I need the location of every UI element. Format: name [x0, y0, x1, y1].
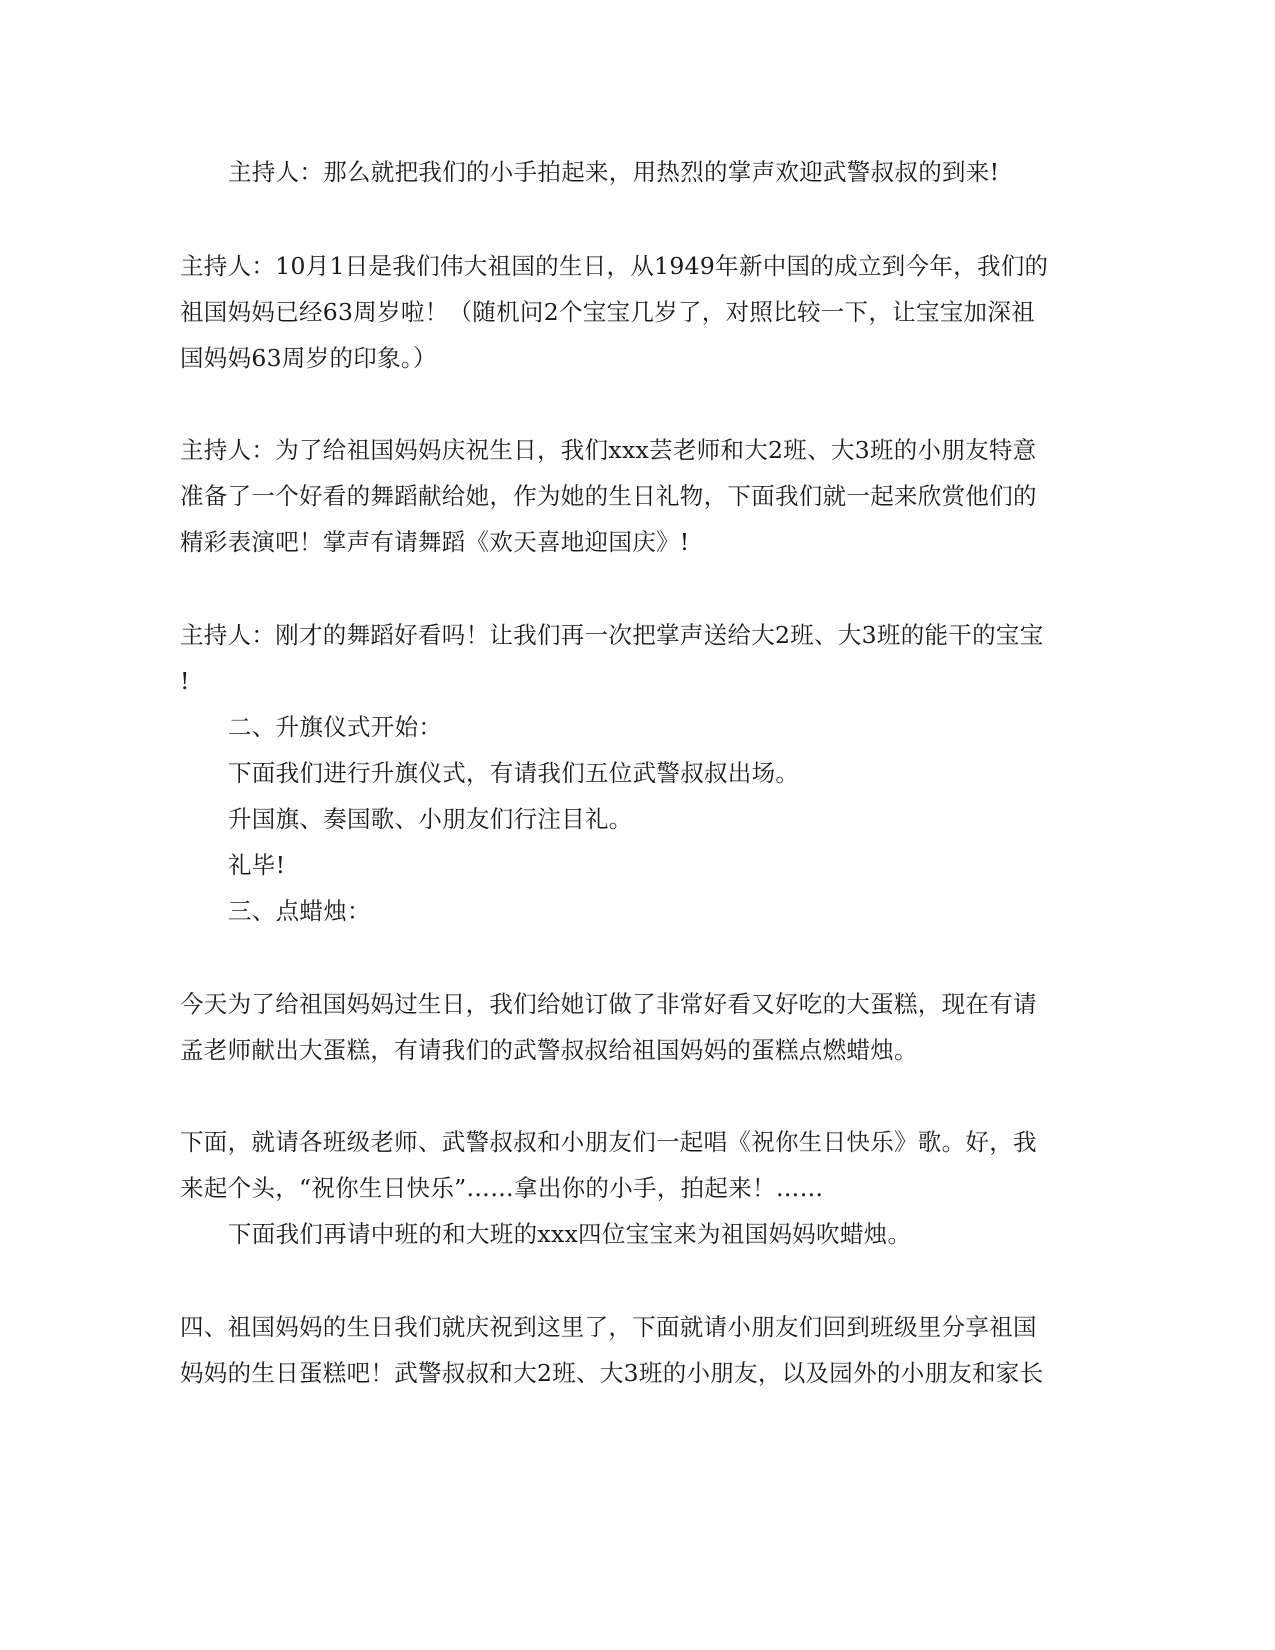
text-line: 妈妈的生日蛋糕吧！武警叔叔和大2班、大3班的小朋友，以及园外的小朋友和家长 [180, 1359, 1044, 1387]
text-line: 祖国妈妈已经63周岁啦！（随机问2个宝宝几岁了，对照比较一下，让宝宝加深祖 [180, 298, 1035, 326]
section-heading: 二、升旗仪式开始： [228, 713, 443, 741]
text-line: 孟老师献出大蛋糕，有请我们的武警叔叔给祖国妈妈的蛋糕点燃蜡烛。 [180, 1036, 918, 1064]
text-line: 礼毕! [228, 851, 286, 879]
text-line: 升国旗、奏国歌、小朋友们行注目礼。 [228, 805, 633, 833]
section-heading: 三、点蜡烛： [228, 897, 371, 925]
text-line: 准备了一个好看的舞蹈献给她，作为她的生日礼物，下面我们就一起来欣赏他们的 [180, 482, 1037, 510]
text-line: 下面，就请各班级老师、武警叔叔和小朋友们一起唱《祝你生日快乐》歌。好，我 [180, 1128, 1037, 1156]
section-heading: 四、祖国妈妈的生日我们就庆祝到这里了，下面就请小朋友们回到班级里分享祖国 [180, 1313, 1037, 1341]
text-line: 主持人：那么就把我们的小手拍起来，用热烈的掌声欢迎武警叔叔的到来! [228, 158, 1000, 186]
text-line: 今天为了给祖国妈妈过生日，我们给她订做了非常好看又好吃的大蛋糕，现在有请 [180, 990, 1037, 1018]
text-line: 主持人：刚才的舞蹈好看吗！让我们再一次把掌声送给大2班、大3班的能干的宝宝 [180, 621, 1044, 649]
text-line: 主持人：为了给祖国妈妈庆祝生日，我们xxx芸老师和大2班、大3班的小朋友特意 [180, 436, 1037, 464]
text-line: 来起个头，“祝你生日快乐”……拿出你的小手，拍起来！…… [180, 1174, 824, 1202]
text-line: 国妈妈63周岁的印象。） [180, 344, 437, 372]
text-line: 主持人：10月1日是我们伟大祖国的生日，从1949年新中国的成立到今年，我们的 [180, 252, 1049, 280]
text-line: 下面我们进行升旗仪式，有请我们五位武警叔叔出场。 [228, 759, 800, 787]
text-line: ! [180, 667, 190, 695]
text-line: 精彩表演吧！掌声有请舞蹈《欢天喜地迎国庆》! [180, 528, 690, 556]
text-line: 下面我们再请中班的和大班的xxx四位宝宝来为祖国妈妈吹蜡烛。 [228, 1220, 912, 1248]
